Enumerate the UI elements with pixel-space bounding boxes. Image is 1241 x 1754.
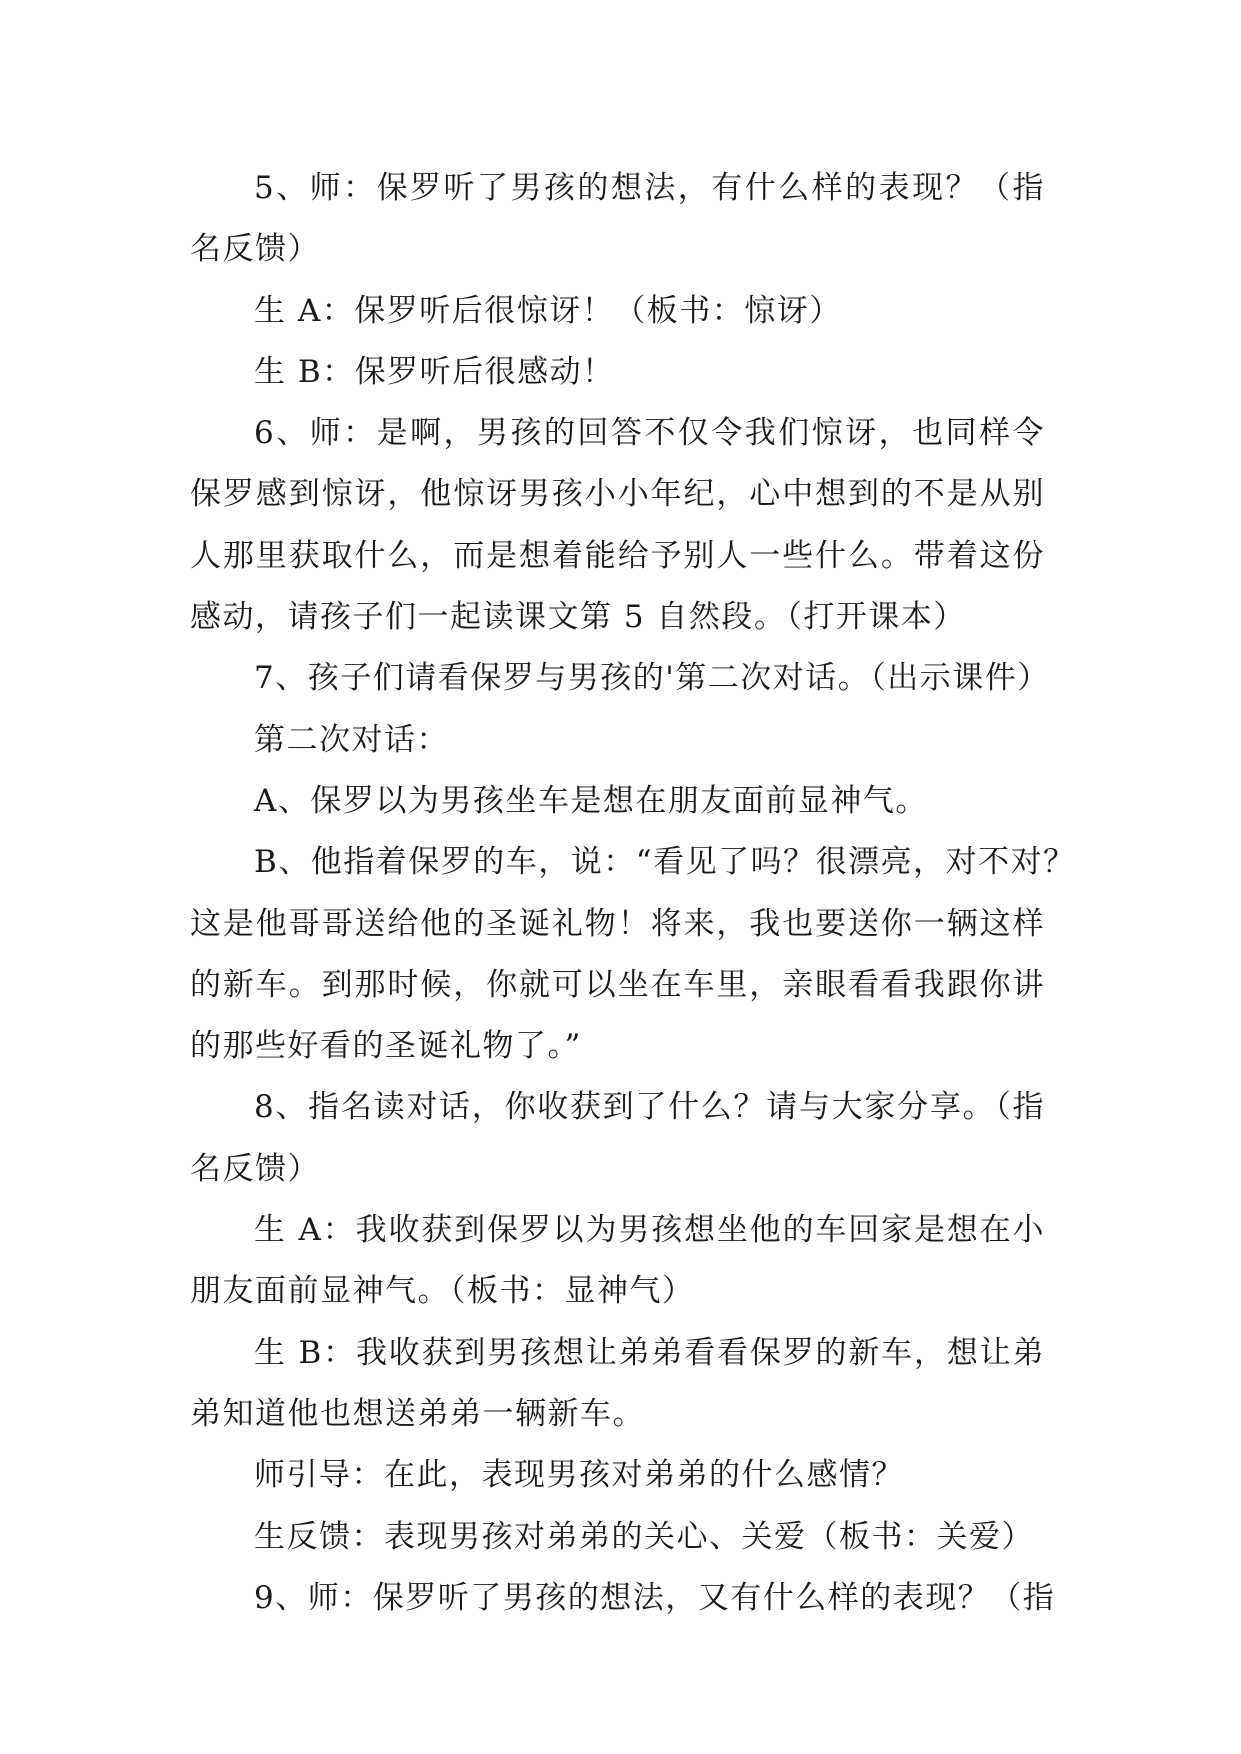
dialogue-item-b-line-2: 这是他哥哥送给他的圣诞礼物！将来，我也要送你一辆这样 xyxy=(190,905,1045,942)
paragraph-8-line-1: 8、指名读对话，你收获到了什么？请与大家分享。（指 xyxy=(254,1089,1045,1126)
student-b-answer-2-line-2: 弟知道他也想送弟弟一辆新车。 xyxy=(190,1395,645,1432)
dialogue-item-a: A、保罗以为男孩坐车是想在朋友面前显神气。 xyxy=(254,782,928,819)
dialogue-item-b-line-3: 的新车。到那时候，你就可以坐在车里，亲眼看看我跟你讲 xyxy=(190,966,1045,1003)
student-a-answer-1: 生 A：保罗听后很惊讶！（板书：惊讶） xyxy=(254,292,842,329)
paragraph-6-line-3: 人那里获取什么，而是想着能给予别人一些什么。带着这份 xyxy=(190,537,1045,574)
dialogue-item-b-line-1: B、他指着保罗的车，说：“看见了吗？很漂亮，对不对？ xyxy=(254,844,1076,881)
paragraph-8-line-2: 名反馈） xyxy=(190,1150,320,1187)
paragraph-5-line-2: 名反馈） xyxy=(190,231,320,268)
paragraph-7-line-1: 7、孩子们请看保罗与男孩的'第二次对话。（出示课件） xyxy=(254,660,1050,697)
student-a-answer-2-line-1: 生 A：我收获到保罗以为男孩想坐他的车回家是想在小 xyxy=(254,1212,1045,1249)
paragraph-6-line-4: 感动，请孩子们一起读课文第 5 自然段。（打开课本） xyxy=(190,599,966,636)
student-b-answer-2-line-1: 生 B：我收获到男孩想让弟弟看看保罗的新车，想让弟 xyxy=(254,1334,1045,1371)
student-feedback: 生反馈：表现男孩对弟弟的关心、关爱（板书：关爱） xyxy=(254,1518,1034,1555)
dialogue-item-b-line-4: 的那些好看的圣诞礼物了。” xyxy=(190,1028,582,1065)
second-dialogue-heading: 第二次对话： xyxy=(254,721,449,758)
student-b-answer-1: 生 B：保罗听后很感动！ xyxy=(254,353,615,390)
paragraph-6-line-1: 6、师：是啊，男孩的回答不仅令我们惊讶，也同样令 xyxy=(254,415,1045,452)
teacher-guidance: 师引导：在此，表现男孩对弟弟的什么感情？ xyxy=(254,1457,904,1494)
student-a-answer-2-line-2: 朋友面前显神气。（板书：显神气） xyxy=(190,1273,695,1310)
paragraph-9-line-1: 9、师：保罗听了男孩的想法，又有什么样的表现？（指 xyxy=(254,1579,1056,1616)
document-body xyxy=(190,158,1076,1629)
paragraph-6-line-2: 保罗感到惊讶，他惊讶男孩小小年纪，心中想到的不是从别 xyxy=(190,476,1045,513)
paragraph-5-line-1: 5、师：保罗听了男孩的想法，有什么样的表现？（指 xyxy=(254,170,1045,206)
